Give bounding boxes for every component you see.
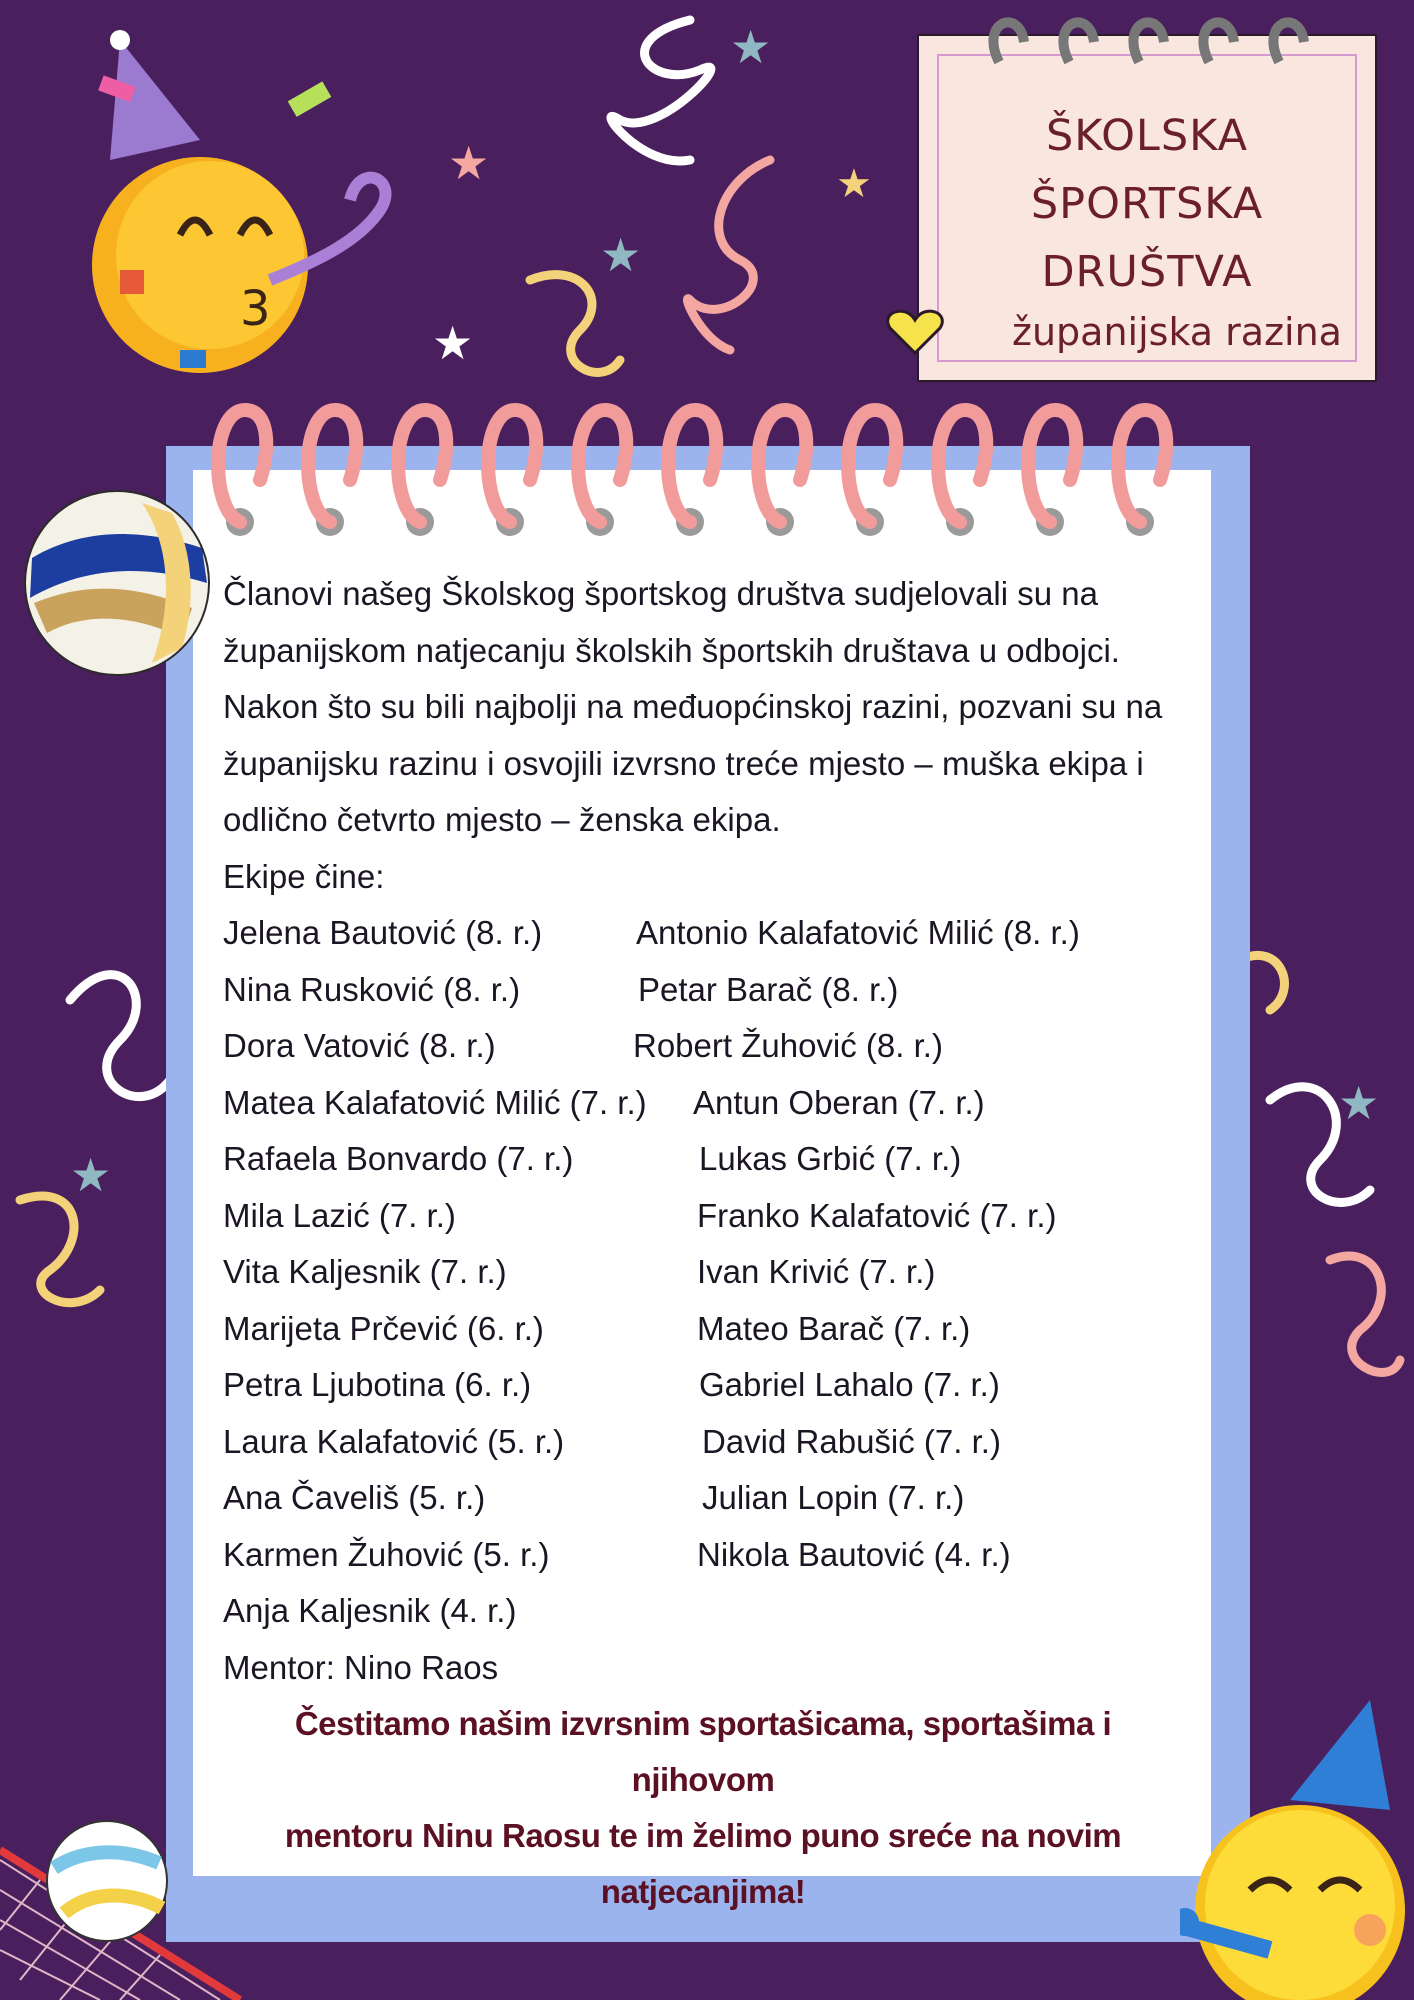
girls-team-member: Ana Čaveliš (5. r.) — [223, 1479, 486, 1516]
heart-icon — [885, 308, 945, 358]
girls-team-member: Nina Rusković (8. r.) — [223, 970, 521, 1008]
team-roster — [223, 905, 1183, 1640]
girls-team-member: Vita Kaljesnik (7. r.) — [223, 1253, 507, 1290]
roster-row — [223, 962, 1183, 1019]
roster-row — [223, 1527, 1183, 1584]
title-subtitle: županijska razina — [1012, 310, 1342, 354]
title-line-1: ŠKOLSKA — [1045, 111, 1249, 161]
boys-team-member: Antun Oberan (7. r.) — [693, 1083, 985, 1121]
congrats-line: natjecanjima! — [600, 1873, 806, 1910]
roster-row — [223, 1470, 1183, 1527]
boys-team-member: Ivan Krivić (7. r.) — [697, 1253, 936, 1290]
intro-line: odlično četvrto mjesto – ženska ekipa. — [223, 801, 781, 838]
girls-team-member: Karmen Žuhović (5. r.) — [223, 1535, 550, 1573]
spiral-rings — [200, 390, 1200, 550]
article-body — [223, 566, 1183, 1696]
boys-team-member: Nikola Bautović (4. r.) — [697, 1535, 1011, 1573]
roster-row — [223, 1301, 1183, 1358]
boys-team-member: David Rabušić (7. r.) — [702, 1422, 1001, 1460]
congrats-line: Čestitamo našim izvrsnim sportašicama, sportašima i njihovom — [294, 1705, 1112, 1798]
roster-row — [223, 1244, 1183, 1301]
volleyball-icon — [22, 488, 212, 678]
boys-team-member: Antonio Kalafatović Milić (8. r.) — [636, 914, 1080, 951]
girls-team-member: Matea Kalafatović Milić (7. r.) — [223, 1083, 647, 1121]
boys-team-member: Lukas Grbić (7. r.) — [699, 1140, 962, 1177]
roster-row — [223, 1188, 1183, 1245]
boys-team-member: Mateo Barač (7. r.) — [697, 1309, 971, 1347]
small-volleyball-icon — [44, 1818, 170, 1944]
boys-team-member: Gabriel Lahalo (7. r.) — [699, 1366, 1000, 1403]
party-emoji-icon — [1180, 1700, 1414, 2000]
svg-text:3: 3 — [240, 281, 271, 337]
girls-team-member: Jelena Bautović (8. r.) — [223, 914, 543, 951]
boys-team-member: Petar Barač (8. r.) — [638, 970, 899, 1008]
teams-heading: Ekipe čine: — [223, 857, 385, 895]
title-card — [917, 34, 1377, 382]
girls-team-member: Laura Kalafatović (5. r.) — [223, 1422, 565, 1460]
title-line-3: DRUŠTVA — [1041, 247, 1253, 297]
girls-team-member: Marijeta Prčević (6. r.) — [223, 1309, 544, 1347]
intro-line: županijsku razinu i osvojili izvrsno treće mjesto – muška ekipa i — [223, 744, 1144, 782]
roster-row — [223, 1357, 1183, 1414]
intro-paragraph — [223, 566, 1183, 905]
boys-team-member: Julian Lopin (7. r.) — [702, 1479, 965, 1516]
binder-rings — [979, 2, 1319, 72]
roster-row — [223, 1075, 1183, 1132]
mentor-line: Mentor: Nino Raos — [223, 1648, 499, 1686]
congratulations-message — [223, 1696, 1183, 1920]
boys-team-member: Robert Žuhović (8. r.) — [633, 1027, 943, 1064]
boys-team-member: Franko Kalafatović (7. r.) — [697, 1196, 1057, 1234]
intro-line: Nakon što su bili najbolji na međuopćinskoj razini, pozvani su na — [223, 688, 1163, 725]
roster-row — [223, 905, 1183, 962]
congrats-line: mentoru Ninu Raosu te im želimo puno sreće na novim — [284, 1817, 1122, 1854]
girls-team-member: Dora Vatović (8. r.) — [223, 1027, 496, 1064]
roster-row — [223, 1018, 1183, 1075]
party-emoji-icon — [60, 20, 420, 380]
intro-line: Članovi našeg Školskog športskog društva sudjelovali su na — [223, 575, 1098, 612]
roster-row — [223, 1414, 1183, 1471]
roster-row — [223, 1131, 1183, 1188]
girls-team-member: Mila Lazić (7. r.) — [223, 1196, 456, 1234]
intro-line: županijskom natjecanju školskih športskih društava u odbojci. — [223, 631, 1120, 669]
roster-row — [223, 1583, 1183, 1640]
title-line-2: ŠPORTSKA — [1030, 179, 1264, 229]
girls-team-member: Petra Ljubotina (6. r.) — [223, 1366, 532, 1403]
girls-team-member: Anja Kaljesnik (4. r.) — [223, 1592, 517, 1629]
girls-team-member: Rafaela Bonvardo (7. r.) — [223, 1140, 574, 1177]
